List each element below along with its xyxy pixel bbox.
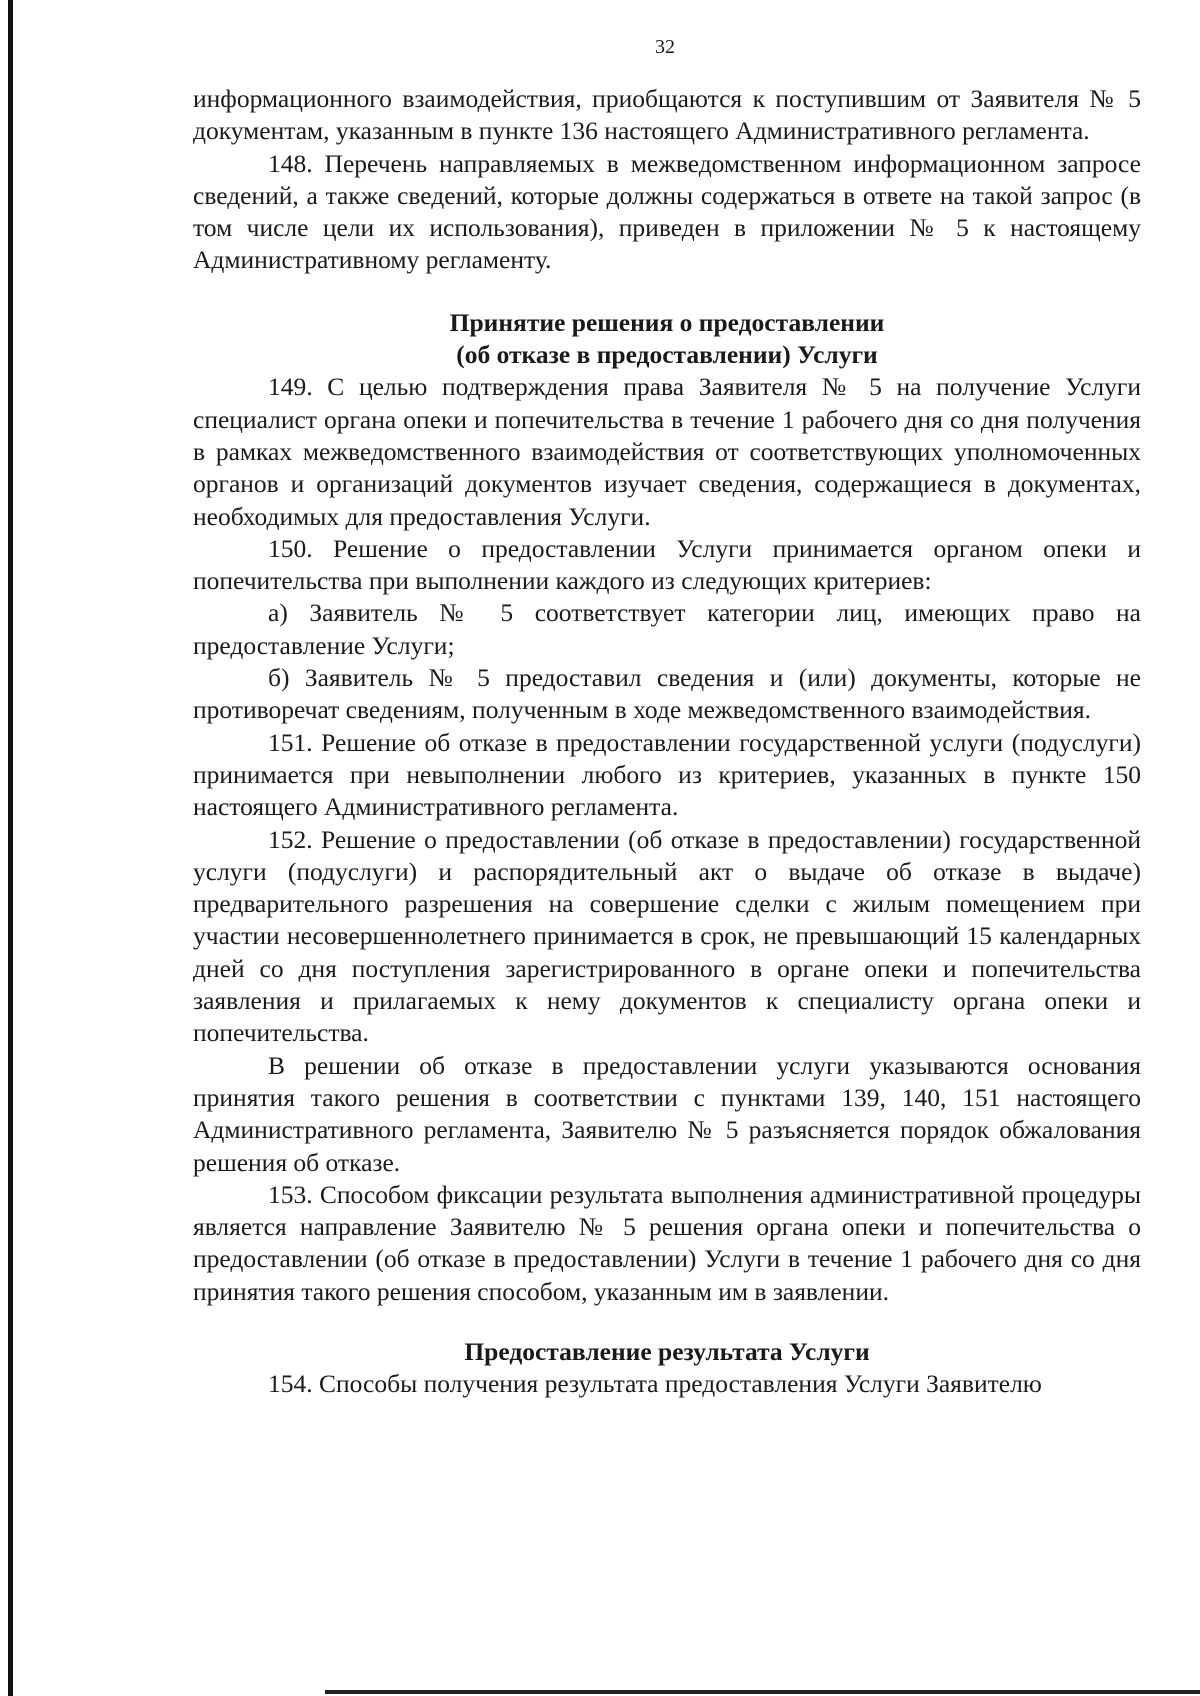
paragraph-149: 149. С целью подтверждения права Заявителя № 5 на получение Услуги специалист органа опеки и попечительства в течение 1 рабочего дня со дня получения в рамках межведомственного взаимодействия от соответствующих уполномоченных органов и организаций документов изучает сведения, содержащиеся в документах, необходимых для предоставления Услуги. [193,372,1141,531]
paragraph-152: 152. Решение о предоставлении (об отказе в предоставлении) государственной услуги (подуслуги) и распорядительный акт о выдаче об отказе в выдаче) предварительного разрешения на совершение сделки с жилым помещением при участии несовершеннолетнего принимается в срок, не превышающий 15 календарных дней со дня поступления зарегистрированного в органе опеки и попечительства заявления и прилагаемых к нему документов к специалисту органа опеки и попечительства. [193,824,1141,1048]
section-heading-decision [193,307,1141,372]
heading-line: Предоставление результата Услуги [464,1336,870,1366]
heading-line-2: (об отказе в предоставлении) Услуги [456,340,878,370]
paragraph-148: 148. Перечень направляемых в межведомственном информационном запросе сведений, а также сведений, которые должны содержаться в ответе на такой запрос (в том числе цели их использования), приведен в приложении № 5 к настоящему Административному регламенту. [193,148,1141,275]
paragraph-150-b: б) Заявитель № 5 предоставил сведения и (или) документы, которые не противоречат сведениям, полученным в ходе межведомственного взаимодействия. [193,663,1141,725]
paragraph-150-a: а) Заявитель № 5 соответствует категории лиц, имеющих право на предоставление Услуги; [193,598,1141,660]
paragraph-150: 150. Решение о предоставлении Услуги принимается органом опеки и попечительства при выполнении каждого из следующих критериев: [193,533,1141,596]
document-body [193,83,1141,1401]
paragraph-continuation: информационного взаимодействия, приобщаются к поступившим от Заявителя № 5 документам, указанным в пункте 136 настоящего Административного регламента. [193,84,1141,146]
heading-line-1: Принятие решения о предоставлении [449,307,885,337]
paragraph-refusal-grounds: В решении об отказе в предоставлении услуги указываются основания принятия такого решения в соответствии с пунктами 139, 140, 151 настоящего Административного регламента, Заявителю № 5 разъясняется порядок обжалования решения об отказе. [193,1050,1141,1177]
scan-edge-left [8,0,13,1696]
paragraph-151: 151. Решение об отказе в предоставлении государственной услуги (подуслуги) принимается при невыполнении любого из критериев, указанных в пункте 150 настоящего Административного регламента. [193,727,1141,822]
page-number: 32 [655,36,675,58]
paragraph-154: 154. Способы получения результата предоставления Услуги Заявителю [268,1369,1042,1399]
section-heading-result [193,1336,1141,1368]
scan-edge-bottom [325,1690,1200,1694]
paragraph-153: 153. Способом фиксации результата выполнения административной процедуры является направление Заявителю № 5 решения органа опеки и попечительства о предоставлении (об отказе в предоставлении) Услуги в течение 1 рабочего дня со дня принятия такого решения способом, указанным им в заявлении. [193,1179,1141,1306]
